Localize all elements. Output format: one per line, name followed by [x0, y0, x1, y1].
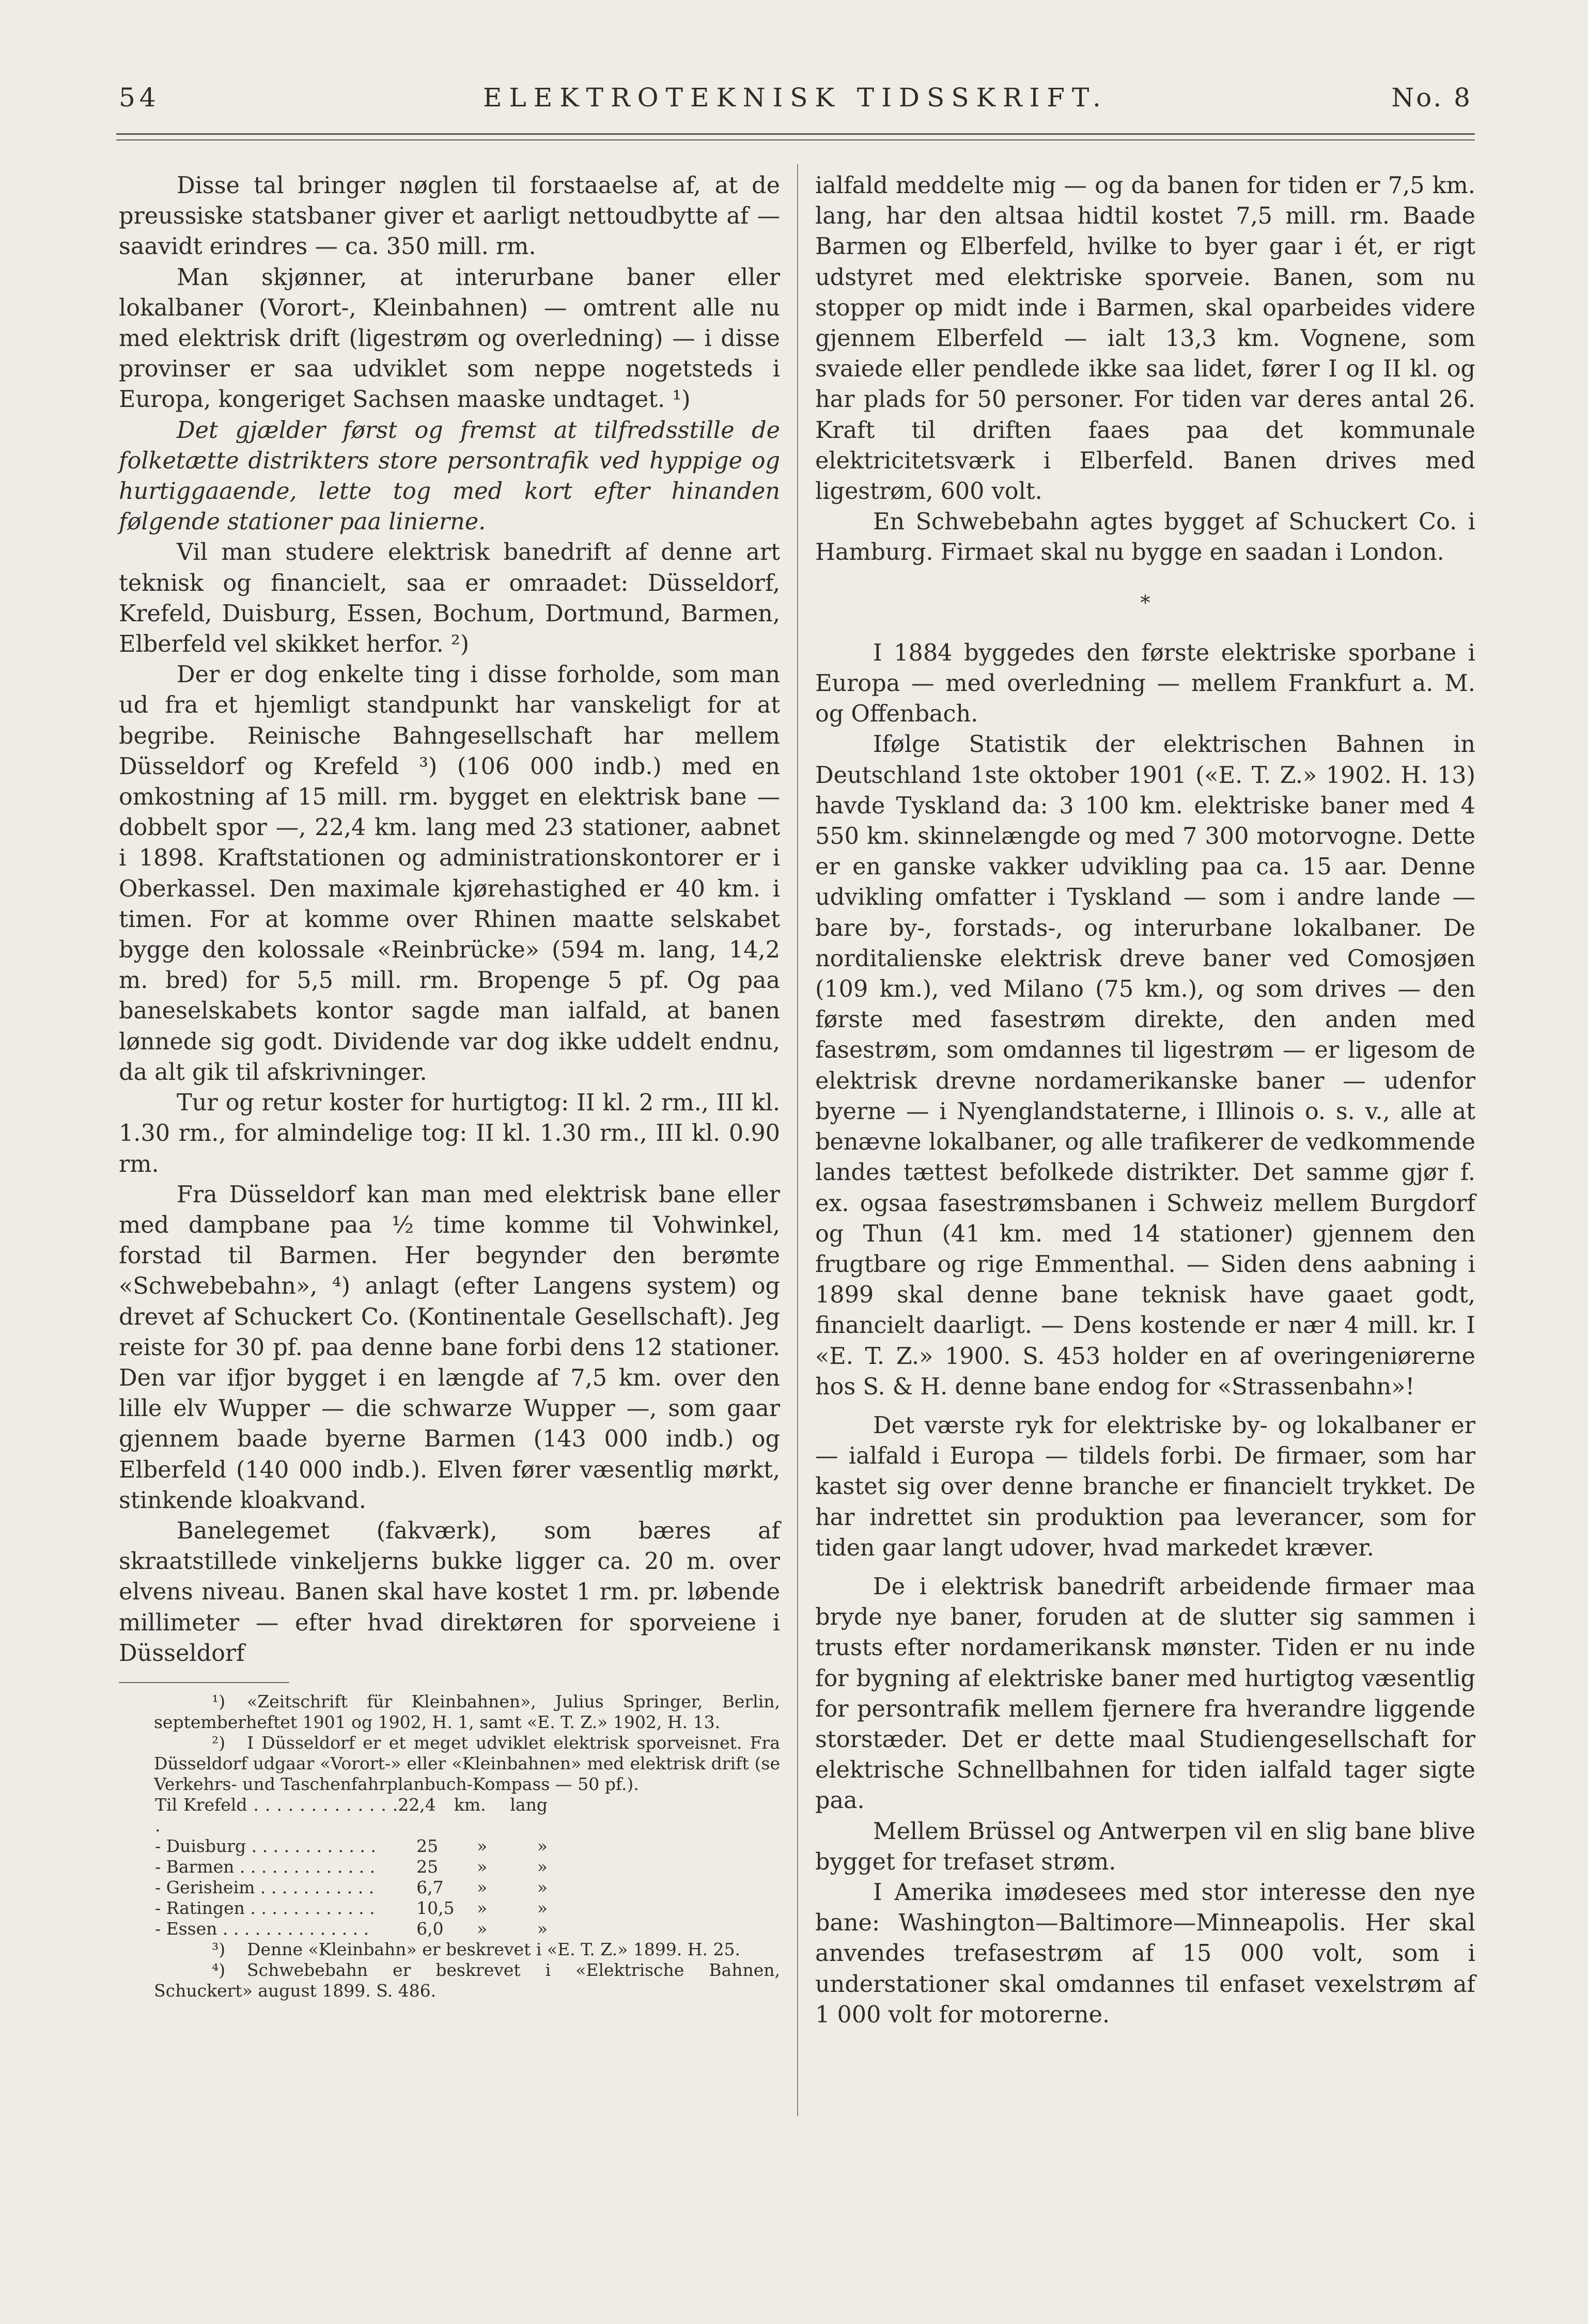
footnote-4: ⁴) Schwebebahn er beskrevet i «Elektrische Bahnen, Schuckert» august 1899. S. 486.	[154, 1959, 780, 2001]
issue-number: No. 8	[1391, 83, 1472, 113]
distance-table	[155, 1795, 780, 1939]
journal-title: ELEKTROTEKNISK TIDSSKRIFT.	[483, 83, 1108, 113]
paragraph: Vil man studere elektrisk banedrift af denne art teknisk og financielt, saa er omraadet: Düsseldorf, Krefeld, Duisburg, Essen, Bochum, Dortmund, Barmen, Elberfeld vel skikket herfor. ²)	[119, 539, 780, 658]
paragraph: Der er dog enkelte ting i disse forholde, som man ud fra et hjemligt standpunkt har vanskeligt for at begribe. Reinische Bahngesellschaft har mellem Düsseldorf og Krefeld ³) (106 000 indb.) med en omkostning af 15 mill. rm. bygget en elektrisk bane — dobbelt spor —, 22,4 km. lang med 23 stationer, aabnet i 1898. Kraftstationen og administrationskontorer er i Oberkassel. Den maximale kjørehastighed er 40 km. i timen. For at komme over Rhinen maatte selskabet bygge den kolossale «Reinbrücke» (594 m. lang, 14,2 m. bred) for 5,5 mill. rm. Bropenge 5 pf. Og paa baneselskabets kontor sagde man ialfald, at banen lønnede sig godt. Dividende var dog ikke uddelt endnu, da alt gik til afskrivninger.	[119, 662, 780, 1086]
paragraph: Man skjønner, at interurbane baner eller lokalbaner (Vorort-, Kleinbahnen) — omtrent alle nu med elektrisk drift (ligestrøm og overledning) — i disse provinser er saa udviklet som neppe nogetsteds i Europa, kongeriget Sachsen maaske undtaget. ¹)	[119, 264, 780, 413]
footnotes	[119, 1682, 780, 2001]
paragraph: Banelegemet (fakværk), som bæres af skraatstillede vinkeljerns bukke ligger ca. 20 m. over elvens niveau. Banen skal have kostet 1 rm. pr. løbende millimeter — efter hvad direktøren for sporveiene i Düsseldorf	[119, 1517, 780, 1667]
paragraph: Det værste ryk for elektriske by- og lokalbaner er — ialfald i Europa — tildels forbi. De firmaer, som har kastet sig over denne branche er financielt trykket. De har indrettet sin produktion paa leverancer, som for tiden gaar langt udover, hvad markedet kræver.	[815, 1412, 1475, 1561]
table-row: - Barmen . . . . . . . . . . . . . 25 » »	[155, 1856, 548, 1877]
paragraph: Fra Düsseldorf kan man med elektrisk bane eller med dampbane paa ½ time komme til Vohwinkel, forstad til Barmen. Her begynder den berømte «Schwebebahn», ⁴) anlagt (efter Langens system) og drevet af Schuckert Co. (Kontinentale Gesellschaft). Jeg reiste for 30 pf. paa denne bane forbi dens 12 stationer. Den var ifjor bygget i en længde af 7,5 km. over den lille elv Wupper — die schwarze Wupper —, som gaar gjennem baade byerne Barmen (143 000 indb.) og Elberfeld (140 000 indb.). Elven fører væsentlig mørkt, stinkende kloakvand.	[119, 1181, 780, 1514]
footnote-3: ³) Denne «Kleinbahn» er beskrevet i «E. T. Z.» 1899. H. 25.	[212, 1939, 741, 1959]
table-row: - Ratingen . . . . . . . . . . . . 10,5 » »	[155, 1897, 548, 1918]
table-row: - Essen . . . . . . . . . . . . . . 6,0 » »	[155, 1918, 548, 1939]
running-header	[119, 83, 1472, 124]
footnote-1: ¹) «Zeitschrift für Kleinbahnen», Julius Springer, Berlin, septemberheftet 1901 og 1902, H. 1, samt «E. T. Z.» 1902, H. 13.	[154, 1691, 780, 1732]
paragraph: I Amerika imødesees med stor interesse den nye bane: Washington—Baltimore—Minneapolis. Her skal anvendes trefasestrøm af 15 000 volt, som i understationer skal omdannes til enfaset vexelstrøm af 1 000 volt for motorerne.	[815, 1879, 1475, 2028]
table-row: - Gerisheim . . . . . . . . . . . 6,7 » »	[155, 1877, 548, 1897]
table-row: Til Krefeld . . . . . . . . . . . . . . 22,4 km. lang	[155, 1794, 548, 1835]
section-separator-asterisk: *	[1140, 591, 1150, 614]
paragraph: Mellem Brüssel og Antwerpen vil en slig bane blive bygget for trefaset strøm.	[815, 1818, 1475, 1875]
column-divider	[797, 164, 798, 2116]
paragraph: En Schwebebahn agtes bygget af Schuckert Co. i Hamburg. Firmaet skal nu bygge en saadan i London.	[815, 509, 1475, 566]
paragraph: ialfald meddelte mig — og da banen for tiden er 7,5 km. lang, har den altsaa hidtil kostet 7,5 mill. rm. Baade Barmen og Elberfeld, hvilke to byer gaar i ét, er rigt udstyret med elektriske sporveie. Banen, som nu stopper op midt inde i Barmen, skal oparbeides videre gjennem Elberfeld — ialt 13,3 km. Vognene, som svaiede eller pendlede ikke saa lidet, fører I og II kl. og har plads for 50 personer. For tiden var deres antal 26. Kraft til driften faaes paa det kommunale elektricitetsværk i Elberfeld. Banen drives med ligestrøm, 600 volt.	[815, 172, 1475, 505]
right-column	[815, 170, 1475, 2030]
footnote-rule	[119, 1682, 289, 1683]
paragraph: Tur og retur koster for hurtigtog: II kl. 2 rm., III kl. 1.30 rm., for almindelige tog: II kl. 1.30 rm., III kl. 0.90 rm.	[119, 1090, 780, 1177]
paragraph: Ifølge Statistik der elektrischen Bahnen in Deutschland 1ste oktober 1901 («E. T. Z.» 1902. H. 13) havde Tyskland da: 3 100 km. elektriske baner med 4 550 km. skinnelængde og med 7 300 motorvogne. Dette er en ganske vakker udvikling paa ca. 15 aar. Denne udvikling omfatter i Tyskland — som i andre lande — bare by-, forstads-, og interurbane lokalbaner. De norditalienske elektrisk dreve baner ved Comosjøen (109 km.), ved Milano (75 km.), og som drives — den første med fasestrøm direkte, den anden med fasestrøm, som omdannes til ligestrøm — er ligesom de elektrisk drevne nordamerikanske baner — udenfor byerne — i Nyenglandstaterne, i Illinois o. s. v., alle at benævne lokalbaner, og alle trafikerer de vedkommende landes tættest befolkede distrikter. Det samme gjør f. ex. ogsaa fasestrømsbanen i Schweiz mellem Burgdorf og Thun (41 km. med 14 stationer) gjennem den frugtbare og rige Emmenthal. — Siden dens aabning i 1899 skal denne bane teknisk have gaaet godt, financielt daarligt. — Dens kostende er nær 4 mill. kr. I «E. T. Z.» 1900. S. 453 holder en af overingeniørerne hos S. & H. denne bane endog for «Strassenbahn»!	[815, 731, 1475, 1400]
paragraph: Disse tal bringer nøglen til forstaaelse af, at de preussiske statsbaner giver et aarligt nettoudbytte af — saavidt erindres — ca. 350 mill. rm.	[119, 172, 780, 260]
table-row: - Duisburg . . . . . . . . . . . . 25 » »	[155, 1835, 548, 1856]
paragraph-italic: Det gjælder først og fremst at tilfredsstille de folketætte distrikters store persontrafik ved hyppige og hurtiggaaende, lette tog med kort efter hinanden følgende stationer paa linierne.	[119, 417, 780, 536]
header-rule-thin	[116, 139, 1475, 140]
left-column	[119, 170, 780, 2001]
header-rule	[116, 133, 1475, 135]
footnote-2: ²) I Düsseldorf er et meget udviklet elektrisk sporveisnet. Fra Düsseldorf udgaar «Vorort-» eller «Kleinbahnen» med elektrisk drift (se Verkehrs- und Taschenfahrplanbuch-Kompass — 50 pf.).	[154, 1732, 780, 1794]
paragraph: I 1884 byggedes den første elektriske sporbane i Europa — med overledning — mellem Frankfurt a. M. og Offenbach.	[815, 639, 1475, 728]
page-number: 54	[119, 83, 160, 113]
paragraph: De i elektrisk banedrift arbeidende firmaer maa bryde nye baner, foruden at de slutter sig sammen i trusts efter nordamerikansk mønster. Tiden er nu inde for bygning af elektriske baner med hurtigtog væsentlig for persontrafik mellem fjernere fra hverandre liggende storstæder. Det er dette maal Studiengesellschaft for elektrische Schnellbahnen for tiden ialfald tager sigte paa.	[815, 1573, 1475, 1814]
